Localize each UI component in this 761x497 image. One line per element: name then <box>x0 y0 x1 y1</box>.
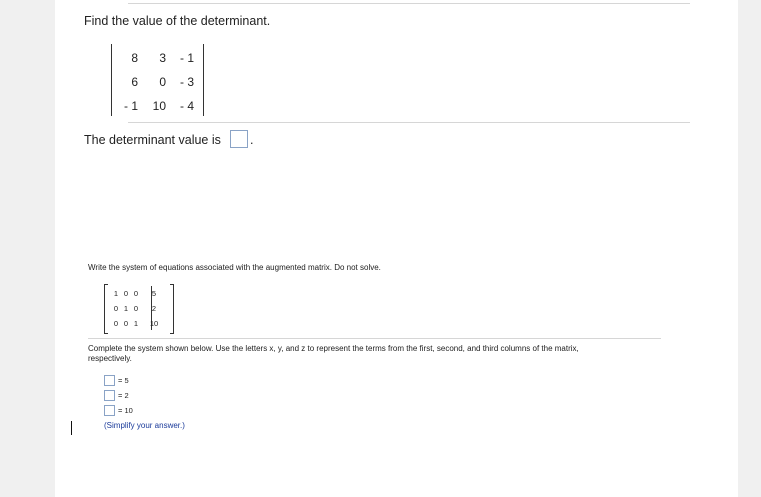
det-cell: - 1 <box>123 99 138 113</box>
right-bracket <box>170 284 174 334</box>
aug-cell: 0 <box>123 319 129 328</box>
left-bracket <box>104 284 108 334</box>
det-cell: 3 <box>159 51 166 65</box>
aug-cell: 1 <box>113 289 119 298</box>
equation-rhs: = 5 <box>118 376 129 385</box>
answer-period: . <box>250 133 254 147</box>
equation-rhs: = 10 <box>118 406 133 415</box>
equation-3-input[interactable] <box>104 405 115 416</box>
text-cursor <box>71 421 72 435</box>
aug-cell: 10 <box>149 319 159 328</box>
det-cell: - 1 <box>179 51 194 65</box>
determinant-answer-label: The determinant value is <box>84 133 221 147</box>
aug-cell: 0 <box>113 319 119 328</box>
aug-cell: 0 <box>123 289 129 298</box>
det-cell: - 4 <box>179 99 194 113</box>
det-cell: 6 <box>131 75 138 89</box>
det-cell: 8 <box>131 51 138 65</box>
equation-2-input[interactable] <box>104 390 115 401</box>
aug-cell: 0 <box>133 289 139 298</box>
aug-cell: 1 <box>123 304 129 313</box>
determinant-matrix <box>111 44 204 116</box>
top-divider <box>128 3 690 4</box>
augmented-matrix <box>104 284 174 332</box>
equation-1-input[interactable] <box>104 375 115 386</box>
det-cell: 10 <box>152 99 166 113</box>
determinant-answer-input[interactable] <box>230 130 248 148</box>
det-cell: - 3 <box>179 75 194 89</box>
aug-cell: 0 <box>133 304 139 313</box>
equation-rhs: = 2 <box>118 391 129 400</box>
simplify-hint: (Simplify your answer.) <box>104 421 185 430</box>
aug-cell: 1 <box>133 319 139 328</box>
det-cell: 0 <box>159 75 166 89</box>
q2-divider <box>88 338 661 339</box>
question2-prompt: Write the system of equations associated with the augmented matrix. Do not solve. <box>88 263 381 272</box>
aug-cell: 5 <box>151 289 157 298</box>
question2-instructions: Complete the system shown below. Use the letters x, y, and z to represent the terms from the first, second, and third columns of the matrix, respectively. <box>88 344 579 363</box>
aug-cell: 2 <box>151 304 157 313</box>
question1-prompt: Find the value of the determinant. <box>84 14 271 28</box>
q1-divider <box>128 122 690 123</box>
aug-cell: 0 <box>113 304 119 313</box>
